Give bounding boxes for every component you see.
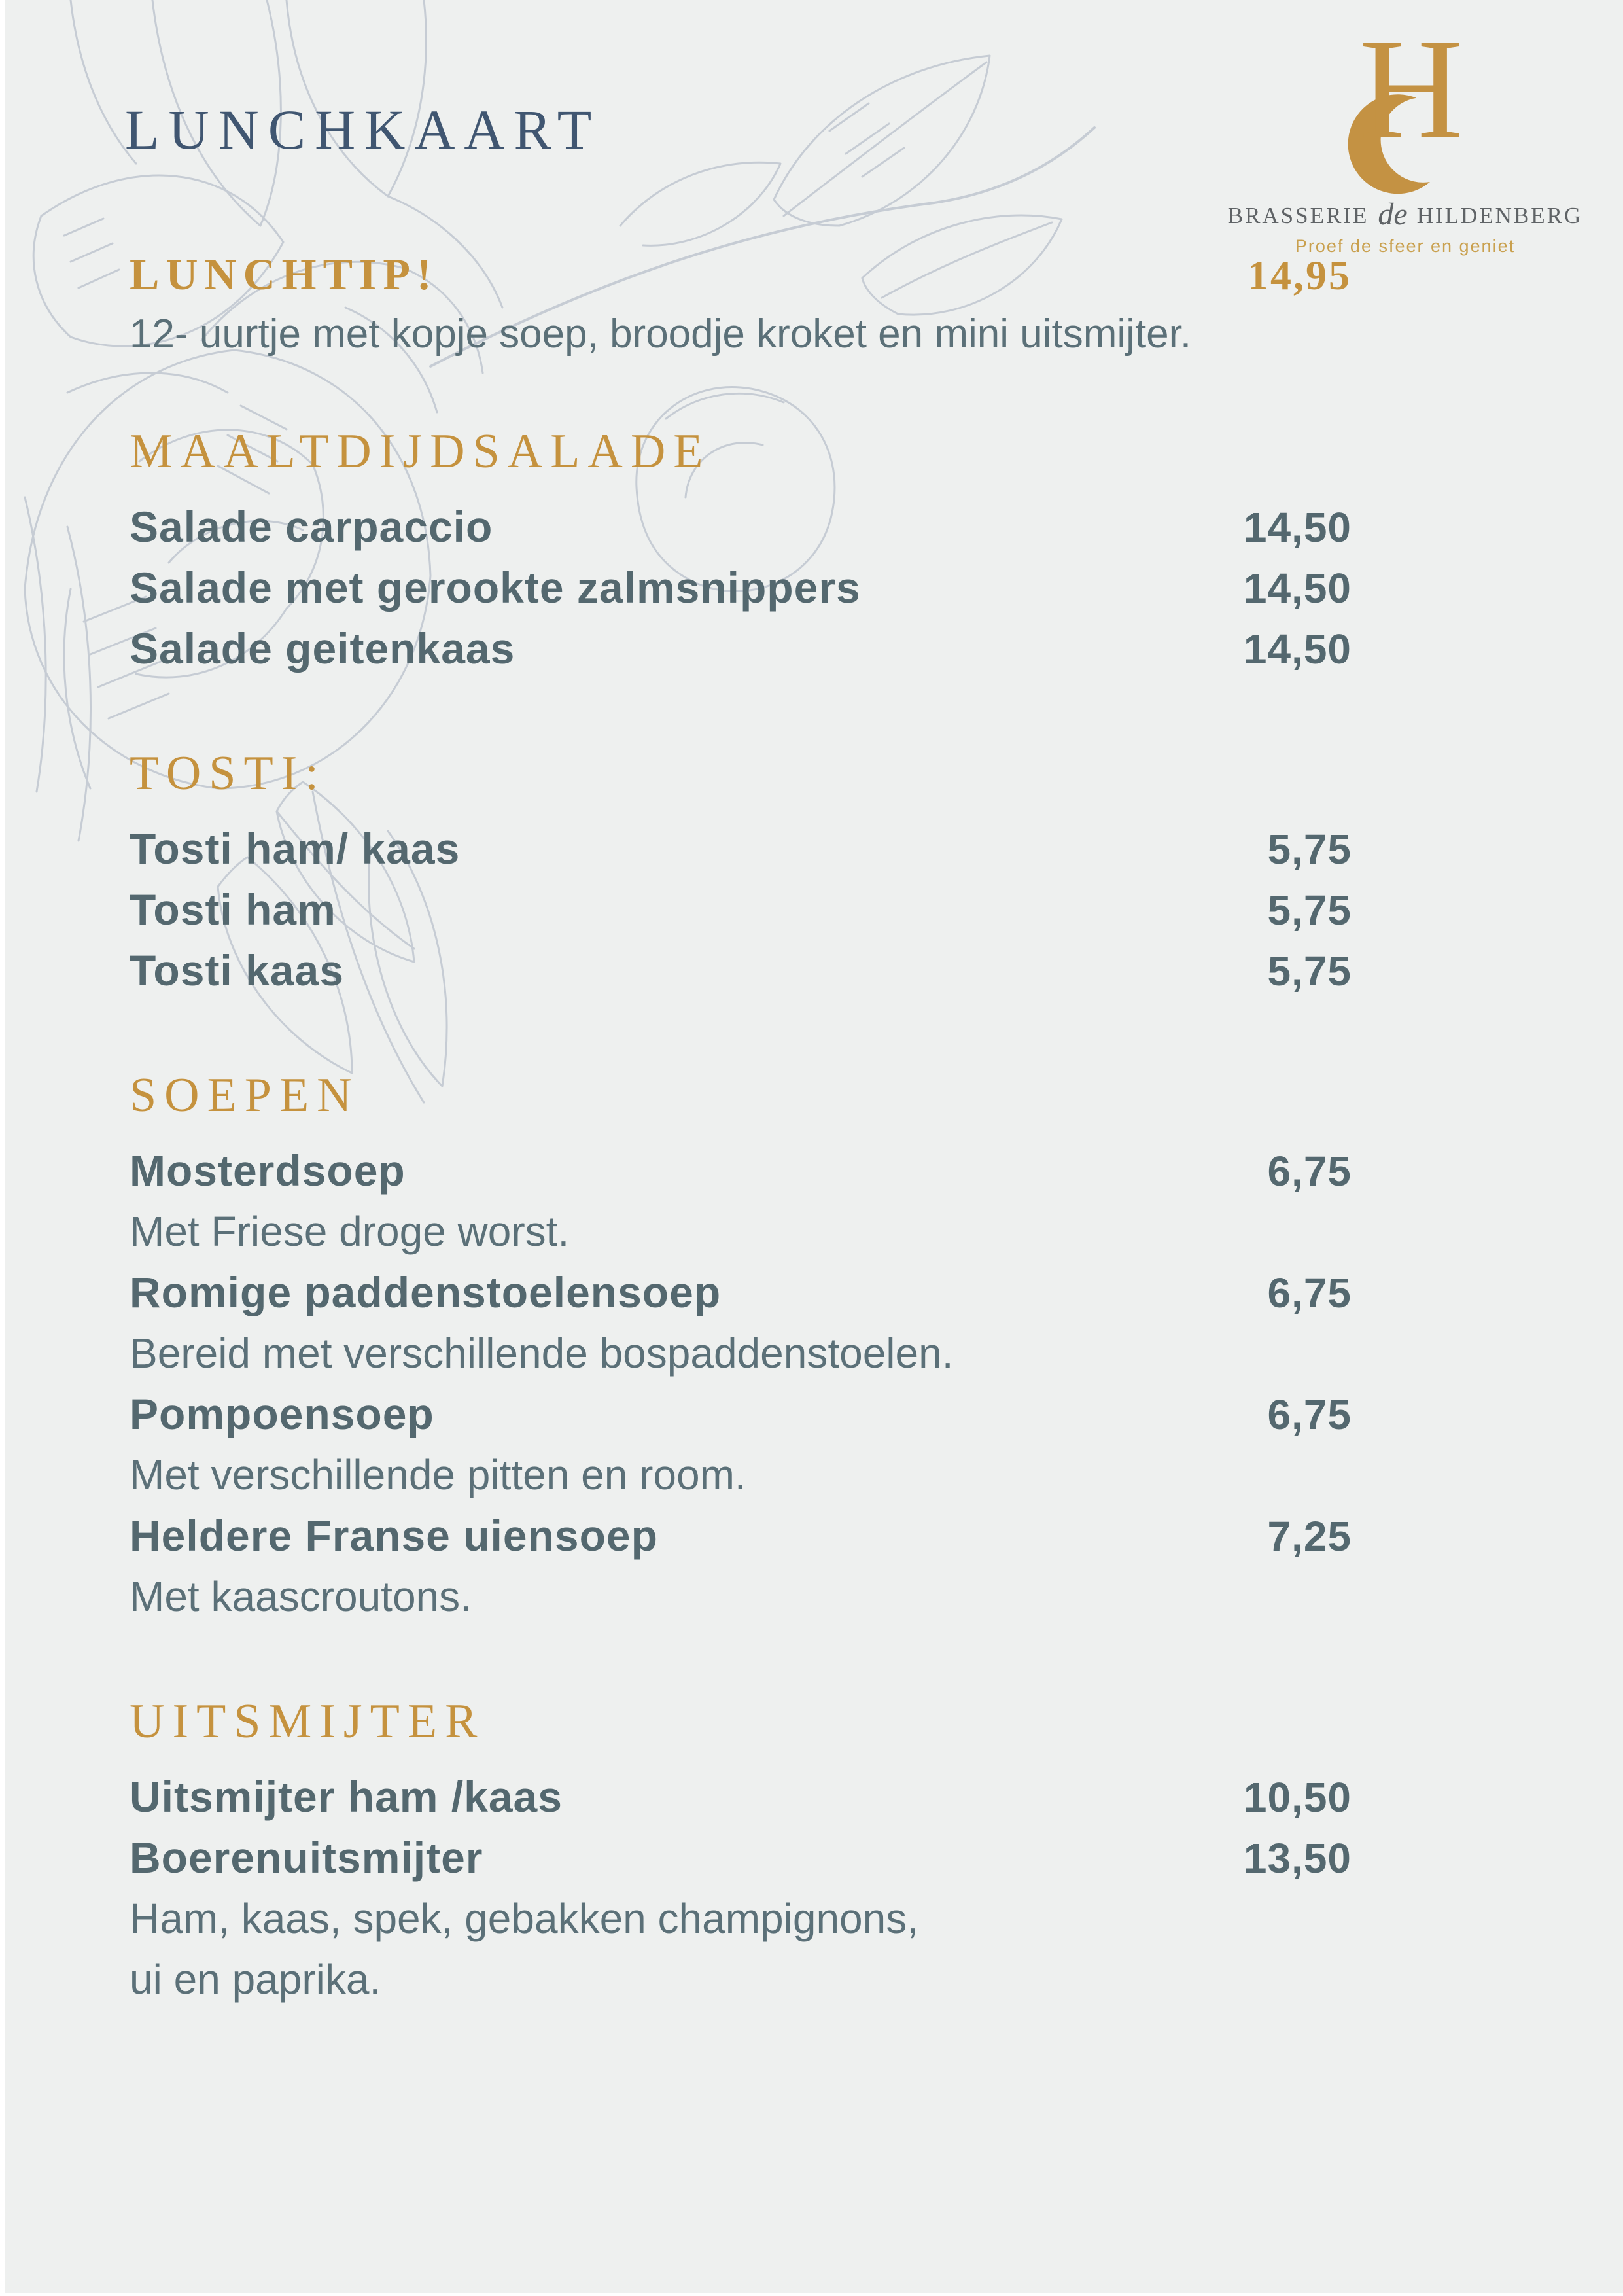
menu-item-row <box>130 819 1352 879</box>
brand-tagline: Proef de sfeer en geniet <box>1295 236 1516 256</box>
menu-sections <box>130 424 1352 2010</box>
item-description: Met kaascroutons. <box>130 1573 472 1620</box>
item-name: Tosti ham <box>130 885 336 934</box>
item-name: Tosti kaas <box>130 946 344 995</box>
menu-item-row <box>130 1767 1352 1828</box>
brand-logo <box>1202 33 1608 256</box>
item-name: Heldere Franse uiensoep <box>130 1511 658 1560</box>
brand-name-right: HILDENBERG <box>1416 203 1583 228</box>
item-description: Bereid met verschillende bospaddenstoelen. <box>130 1330 954 1377</box>
item-price: 14,50 <box>1243 565 1352 612</box>
menu-item-row <box>130 1384 1352 1445</box>
lunchtip-price: 14,95 <box>1248 252 1352 298</box>
menu-item-row <box>130 879 1352 940</box>
brand-name <box>1228 195 1583 231</box>
item-name: Salade carpaccio <box>130 503 493 551</box>
menu-section <box>130 424 1352 679</box>
item-price: 10,50 <box>1243 1774 1352 1821</box>
item-name: Uitsmijter ham /kaas <box>130 1773 563 1821</box>
section-heading: UITSMIJTER <box>130 1695 485 1748</box>
item-name: Salade geitenkaas <box>130 624 515 673</box>
menu-section <box>130 1068 1352 1627</box>
item-name: Salade met gerookte zalmsnippers <box>130 563 861 612</box>
item-name: Pompoensoep <box>130 1390 434 1438</box>
section-heading: SOEPEN <box>130 1069 360 1122</box>
item-price: 13,50 <box>1243 1835 1352 1882</box>
item-price: 14,50 <box>1243 504 1352 551</box>
brand-name-script: de <box>1378 197 1408 232</box>
item-price: 5,75 <box>1267 947 1352 995</box>
item-description: Met Friese droge worst. <box>130 1208 570 1255</box>
item-price: 7,25 <box>1267 1513 1352 1560</box>
menu-item-row <box>130 618 1352 679</box>
item-name: Boerenuitsmijter <box>130 1833 483 1882</box>
item-name: Mosterdsoep <box>130 1146 406 1195</box>
item-price: 6,75 <box>1267 1269 1352 1316</box>
menu-item-row <box>130 940 1352 1001</box>
menu <box>130 249 1352 2010</box>
menu-item-row <box>130 1262 1352 1323</box>
lunchtip-description: 12- uurtje met kopje soep, broodje kroket en mini uitsmijter. <box>130 311 1192 357</box>
item-price: 5,75 <box>1267 826 1352 873</box>
item-name: Tosti ham/ kaas <box>130 824 461 873</box>
brand-name-left: BRASSERIE <box>1227 203 1369 228</box>
menu-item-row <box>130 497 1352 557</box>
menu-item-row <box>130 557 1352 618</box>
menu-section <box>130 746 1352 1001</box>
item-price: 6,75 <box>1267 1391 1352 1438</box>
lunchtip-row <box>130 249 1352 300</box>
section-heading: MAALTDIJDSALADE <box>130 425 711 478</box>
svg-text:H: H <box>1359 33 1463 169</box>
item-description: ui en paprika. <box>130 1956 381 2003</box>
menu-section <box>130 1694 1352 2010</box>
menu-item-row <box>130 1140 1352 1201</box>
item-description: Ham, kaas, spek, gebakken champignons, <box>130 1895 918 1942</box>
menu-item-row <box>130 1506 1352 1566</box>
page-title: LUNCHKAART <box>125 98 601 161</box>
lunchtip-heading: LUNCHTIP! <box>130 249 438 299</box>
menu-item-row <box>130 1828 1352 1888</box>
section-heading: TOSTI: <box>130 747 326 800</box>
item-price: 14,50 <box>1243 626 1352 673</box>
item-price: 5,75 <box>1267 887 1352 934</box>
item-name: Romige paddenstoelensoep <box>130 1268 722 1316</box>
item-price: 6,75 <box>1267 1148 1352 1195</box>
brand-monogram-icon <box>1343 33 1467 194</box>
item-description: Met verschillende pitten en room. <box>130 1451 746 1498</box>
